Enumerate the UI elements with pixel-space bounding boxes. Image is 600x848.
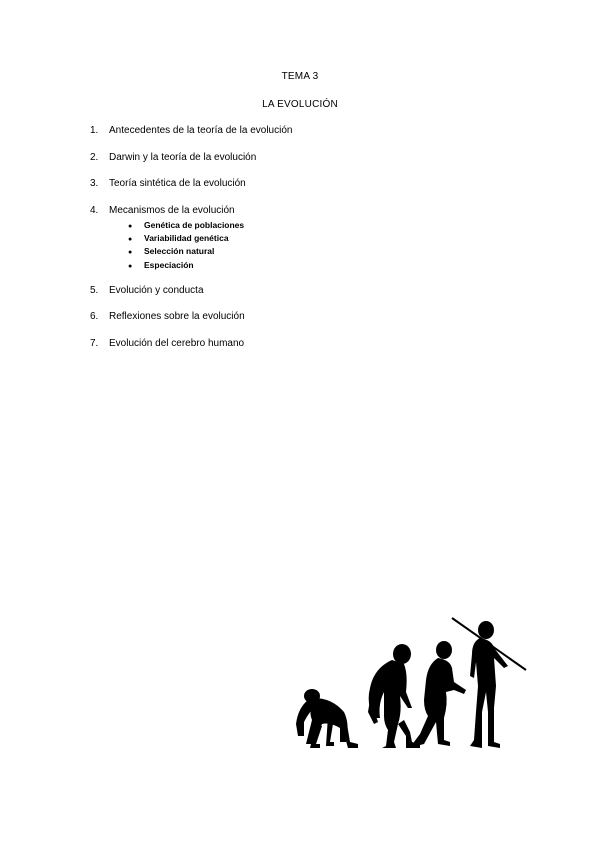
- item-text: Reflexiones sobre la evolución: [109, 311, 245, 322]
- toc-item: [90, 311, 245, 322]
- ape-silhouette-icon: [296, 689, 358, 748]
- toc-item: [90, 285, 204, 296]
- bullet-icon: ●: [128, 249, 133, 256]
- toc-item: [90, 338, 244, 349]
- evolution-silhouette-icon: [288, 612, 528, 754]
- sub-item: [128, 220, 244, 230]
- modern-human-silhouette-icon: [470, 621, 508, 748]
- document-title: LA EVOLUCIÓN: [262, 99, 338, 110]
- sub-item: [128, 246, 214, 256]
- toc-item: [90, 152, 256, 163]
- early-human-silhouette-icon: [414, 641, 466, 746]
- bullet-icon: ●: [128, 263, 133, 270]
- item-number: 4.: [90, 205, 99, 216]
- toc-item: [90, 178, 246, 189]
- item-number: 6.: [90, 311, 99, 322]
- sub-item-text: Selección natural: [144, 246, 215, 256]
- item-number: 3.: [90, 178, 99, 189]
- item-text: Evolución del cerebro humano: [109, 338, 245, 349]
- item-text: Darwin y la teoría de la evolución: [109, 152, 257, 163]
- item-text: Teoría sintética de la evolución: [109, 178, 246, 189]
- item-text: Mecanismos de la evolución: [109, 205, 235, 216]
- item-number: 7.: [90, 338, 99, 349]
- item-text: Antecedentes de la teoría de la evolución: [109, 125, 293, 136]
- sub-item-text: Especiación: [144, 260, 194, 270]
- hominid-silhouette-icon: [368, 644, 420, 748]
- bullet-icon: ●: [128, 223, 133, 230]
- sub-item: [128, 233, 229, 243]
- item-text: Evolución y conducta: [109, 285, 204, 296]
- item-number: 1.: [90, 125, 99, 136]
- document-heading: TEMA 3: [281, 71, 319, 82]
- toc-item: [90, 125, 292, 136]
- sub-item-text: Variabilidad genética: [144, 233, 229, 243]
- sub-item-text: Genética de poblaciones: [144, 220, 245, 230]
- item-number: 5.: [90, 285, 99, 296]
- bullet-icon: ●: [128, 236, 133, 243]
- toc-item: [90, 205, 235, 216]
- item-number: 2.: [90, 152, 99, 163]
- sub-item: [128, 260, 194, 270]
